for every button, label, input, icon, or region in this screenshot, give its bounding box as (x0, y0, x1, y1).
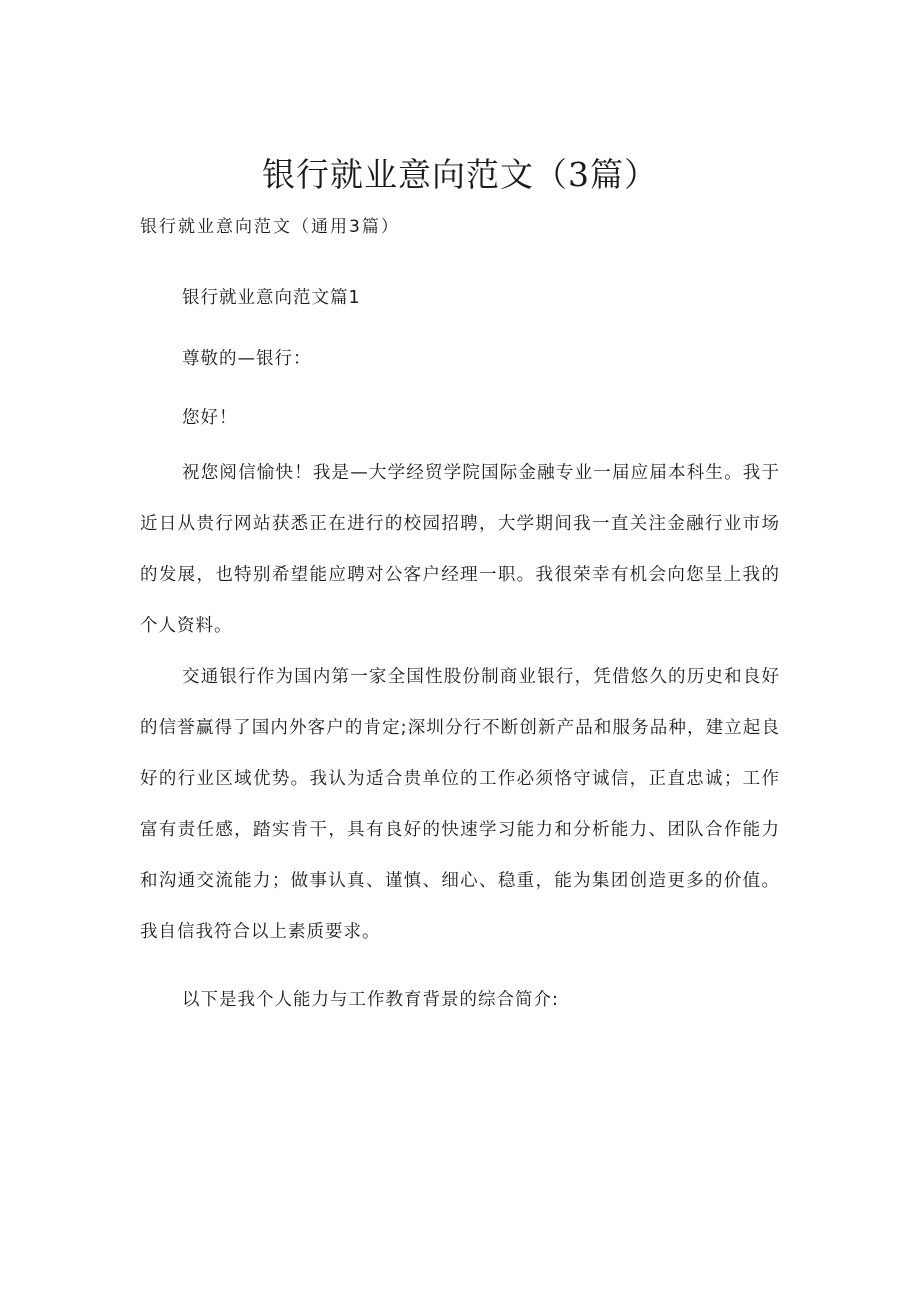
greeting: 您好！ (182, 408, 238, 428)
document-subtitle: 银行就业意向范文（通用3篇） (140, 217, 400, 237)
paragraph-intro: 祝您阅信愉快！我是—大学经贸学院国际金融专业一届应届本科生。我于近日从贵行网站获悉正在进行的校园招聘，大学期间我一直关注金融行业市场的发展，也特别希望能应聘对公客户经理一职。我很荣幸有机会向您呈上我的个人资料。 (140, 463, 780, 636)
closing-line: 以下是我个人能力与工作教育背景的综合简介: (182, 990, 559, 1010)
section-heading: 银行就业意向范文篇1 (182, 288, 361, 308)
document-title: 银行就业意向范文（3篇） (262, 155, 658, 194)
salutation: 尊敬的—银行： (182, 349, 312, 369)
paragraph-bank: 交通银行作为国内第一家全国性股份制商业银行，凭借悠久的历史和良好的信誉赢得了国内外客户的肯定;深圳分行不断创新产品和服务品种，建立起良好的行业区域优势。我认为适合贵单位的工作必须恪守诚信，正直忠诚；工作富有责任感，踏实肯干，具有良好的快速学习能力和分析能力、团队合作能力和沟通交流能力；做事认真、谨慎、细心、稳重，能为集团创造更多的价值。我自信我符合以上素质要求。 (140, 667, 780, 942)
